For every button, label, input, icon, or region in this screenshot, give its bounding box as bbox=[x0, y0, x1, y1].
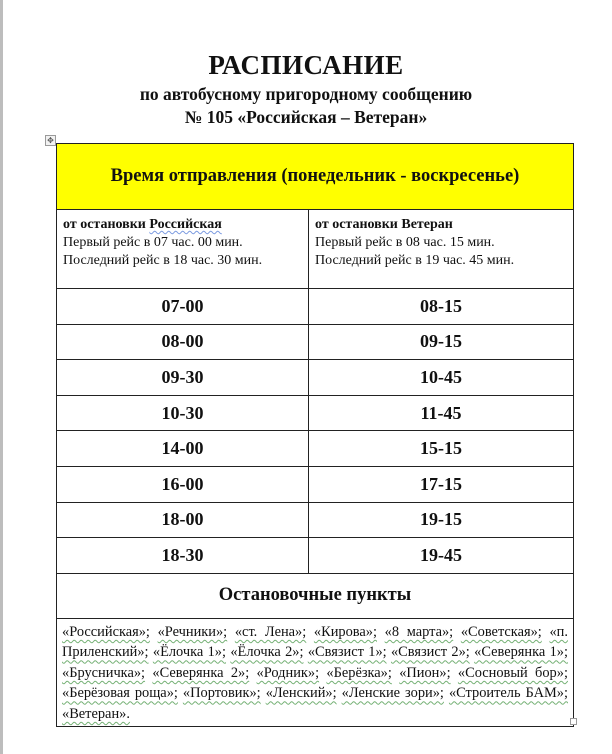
stop-item: «Российская»; bbox=[62, 623, 150, 640]
departure-time-rossiyskaya: 07-00 bbox=[57, 289, 309, 325]
departure-time-rossiyskaya: 14-00 bbox=[57, 431, 309, 467]
schedule-table bbox=[56, 143, 574, 727]
first-trip: Первый рейс в 08 час. 15 мин. bbox=[315, 235, 495, 250]
departure-time-veteran: 11-45 bbox=[309, 395, 574, 431]
table-row bbox=[57, 538, 574, 574]
stop-info-veteran bbox=[309, 210, 574, 289]
table-row bbox=[57, 431, 574, 467]
stop-item: «Брусничка»; bbox=[62, 664, 146, 681]
stop-item: «Сосновый бор»; bbox=[457, 664, 568, 681]
stop-item: «Ёлочка 1»; bbox=[152, 644, 227, 661]
departure-time-rossiyskaya: 08-00 bbox=[57, 324, 309, 360]
last-trip: Последний рейс в 19 час. 45 мин. bbox=[315, 253, 515, 268]
table-row bbox=[57, 324, 574, 360]
stop-item: «п. Приленский»; bbox=[62, 623, 568, 661]
stop-item: «Кирова»; bbox=[313, 623, 377, 640]
stop-item: «Речники»; bbox=[157, 623, 228, 640]
stop-title: от остановки Ветеран bbox=[315, 217, 453, 232]
stop-item: «Берёзка»; bbox=[326, 664, 392, 681]
table-resize-handle[interactable] bbox=[570, 718, 577, 725]
stop-item: «Пион»; bbox=[399, 664, 451, 681]
departure-time-rossiyskaya: 18-00 bbox=[57, 502, 309, 538]
stop-item: «Ленские зори»; bbox=[341, 685, 444, 702]
stop-item: «Советская»; bbox=[460, 623, 542, 640]
departure-time-veteran: 08-15 bbox=[309, 289, 574, 325]
stop-item: «Связист 2»; bbox=[390, 644, 470, 661]
stop-item: «Северянка 2»; bbox=[152, 664, 250, 681]
stop-item: «Строитель БАМ»; bbox=[448, 685, 568, 702]
departure-time-veteran: 19-15 bbox=[309, 502, 574, 538]
stop-item: «Ветеран». bbox=[62, 705, 130, 722]
document-subtitle-route-type: по автобусному пригородному сообщению bbox=[139, 84, 473, 104]
first-trip: Первый рейс в 07 час. 00 мин. bbox=[63, 235, 243, 250]
document-subtitle-route-number: № 105 «Российская – Ветеран» bbox=[184, 107, 428, 127]
stops-header: Остановочные пункты bbox=[57, 573, 574, 618]
departure-time-veteran: 15-15 bbox=[309, 431, 574, 467]
stop-name: Российская bbox=[149, 217, 222, 232]
table-row bbox=[57, 360, 574, 396]
stop-item: «Родник»; bbox=[256, 664, 320, 681]
stop-item: «8 марта»; bbox=[384, 623, 454, 640]
departure-time-header: Время отправления (понедельник - воскресенье) bbox=[57, 144, 574, 210]
stop-title: от остановки Российская bbox=[63, 217, 222, 232]
departure-time-rossiyskaya: 16-00 bbox=[57, 466, 309, 502]
table-row bbox=[57, 289, 574, 325]
stops-list bbox=[57, 618, 574, 726]
stop-item: «Берёзовая роща»; bbox=[62, 685, 178, 702]
table-row bbox=[57, 502, 574, 538]
last-trip: Последний рейс в 18 час. 30 мин. bbox=[63, 253, 263, 268]
departure-time-veteran: 19-45 bbox=[309, 538, 574, 574]
stop-item: «Ленский»; bbox=[265, 685, 337, 702]
departure-time-veteran: 10-45 bbox=[309, 360, 574, 396]
table-row bbox=[57, 395, 574, 431]
departure-time-rossiyskaya: 10-30 bbox=[57, 395, 309, 431]
stop-item: «Портовик»; bbox=[182, 685, 261, 702]
departure-time-rossiyskaya: 18-30 bbox=[57, 538, 309, 574]
departure-time-veteran: 09-15 bbox=[309, 324, 574, 360]
departure-time-rossiyskaya: 09-30 bbox=[57, 360, 309, 396]
document-title: РАСПИСАНИЕ bbox=[208, 50, 404, 80]
stop-info-rossiyskaya bbox=[57, 210, 309, 289]
table-row bbox=[57, 466, 574, 502]
table-move-handle-icon[interactable]: ✥ bbox=[45, 135, 56, 146]
stop-item: «Ёлочка 2»; bbox=[230, 644, 304, 661]
stop-name: Ветеран bbox=[401, 217, 453, 232]
departure-time-veteran: 17-15 bbox=[309, 466, 574, 502]
stop-item: «Северянка 1»; bbox=[474, 644, 568, 661]
stop-item: «ст. Лена»; bbox=[234, 623, 307, 640]
stop-item: «Связист 1»; bbox=[307, 644, 387, 661]
